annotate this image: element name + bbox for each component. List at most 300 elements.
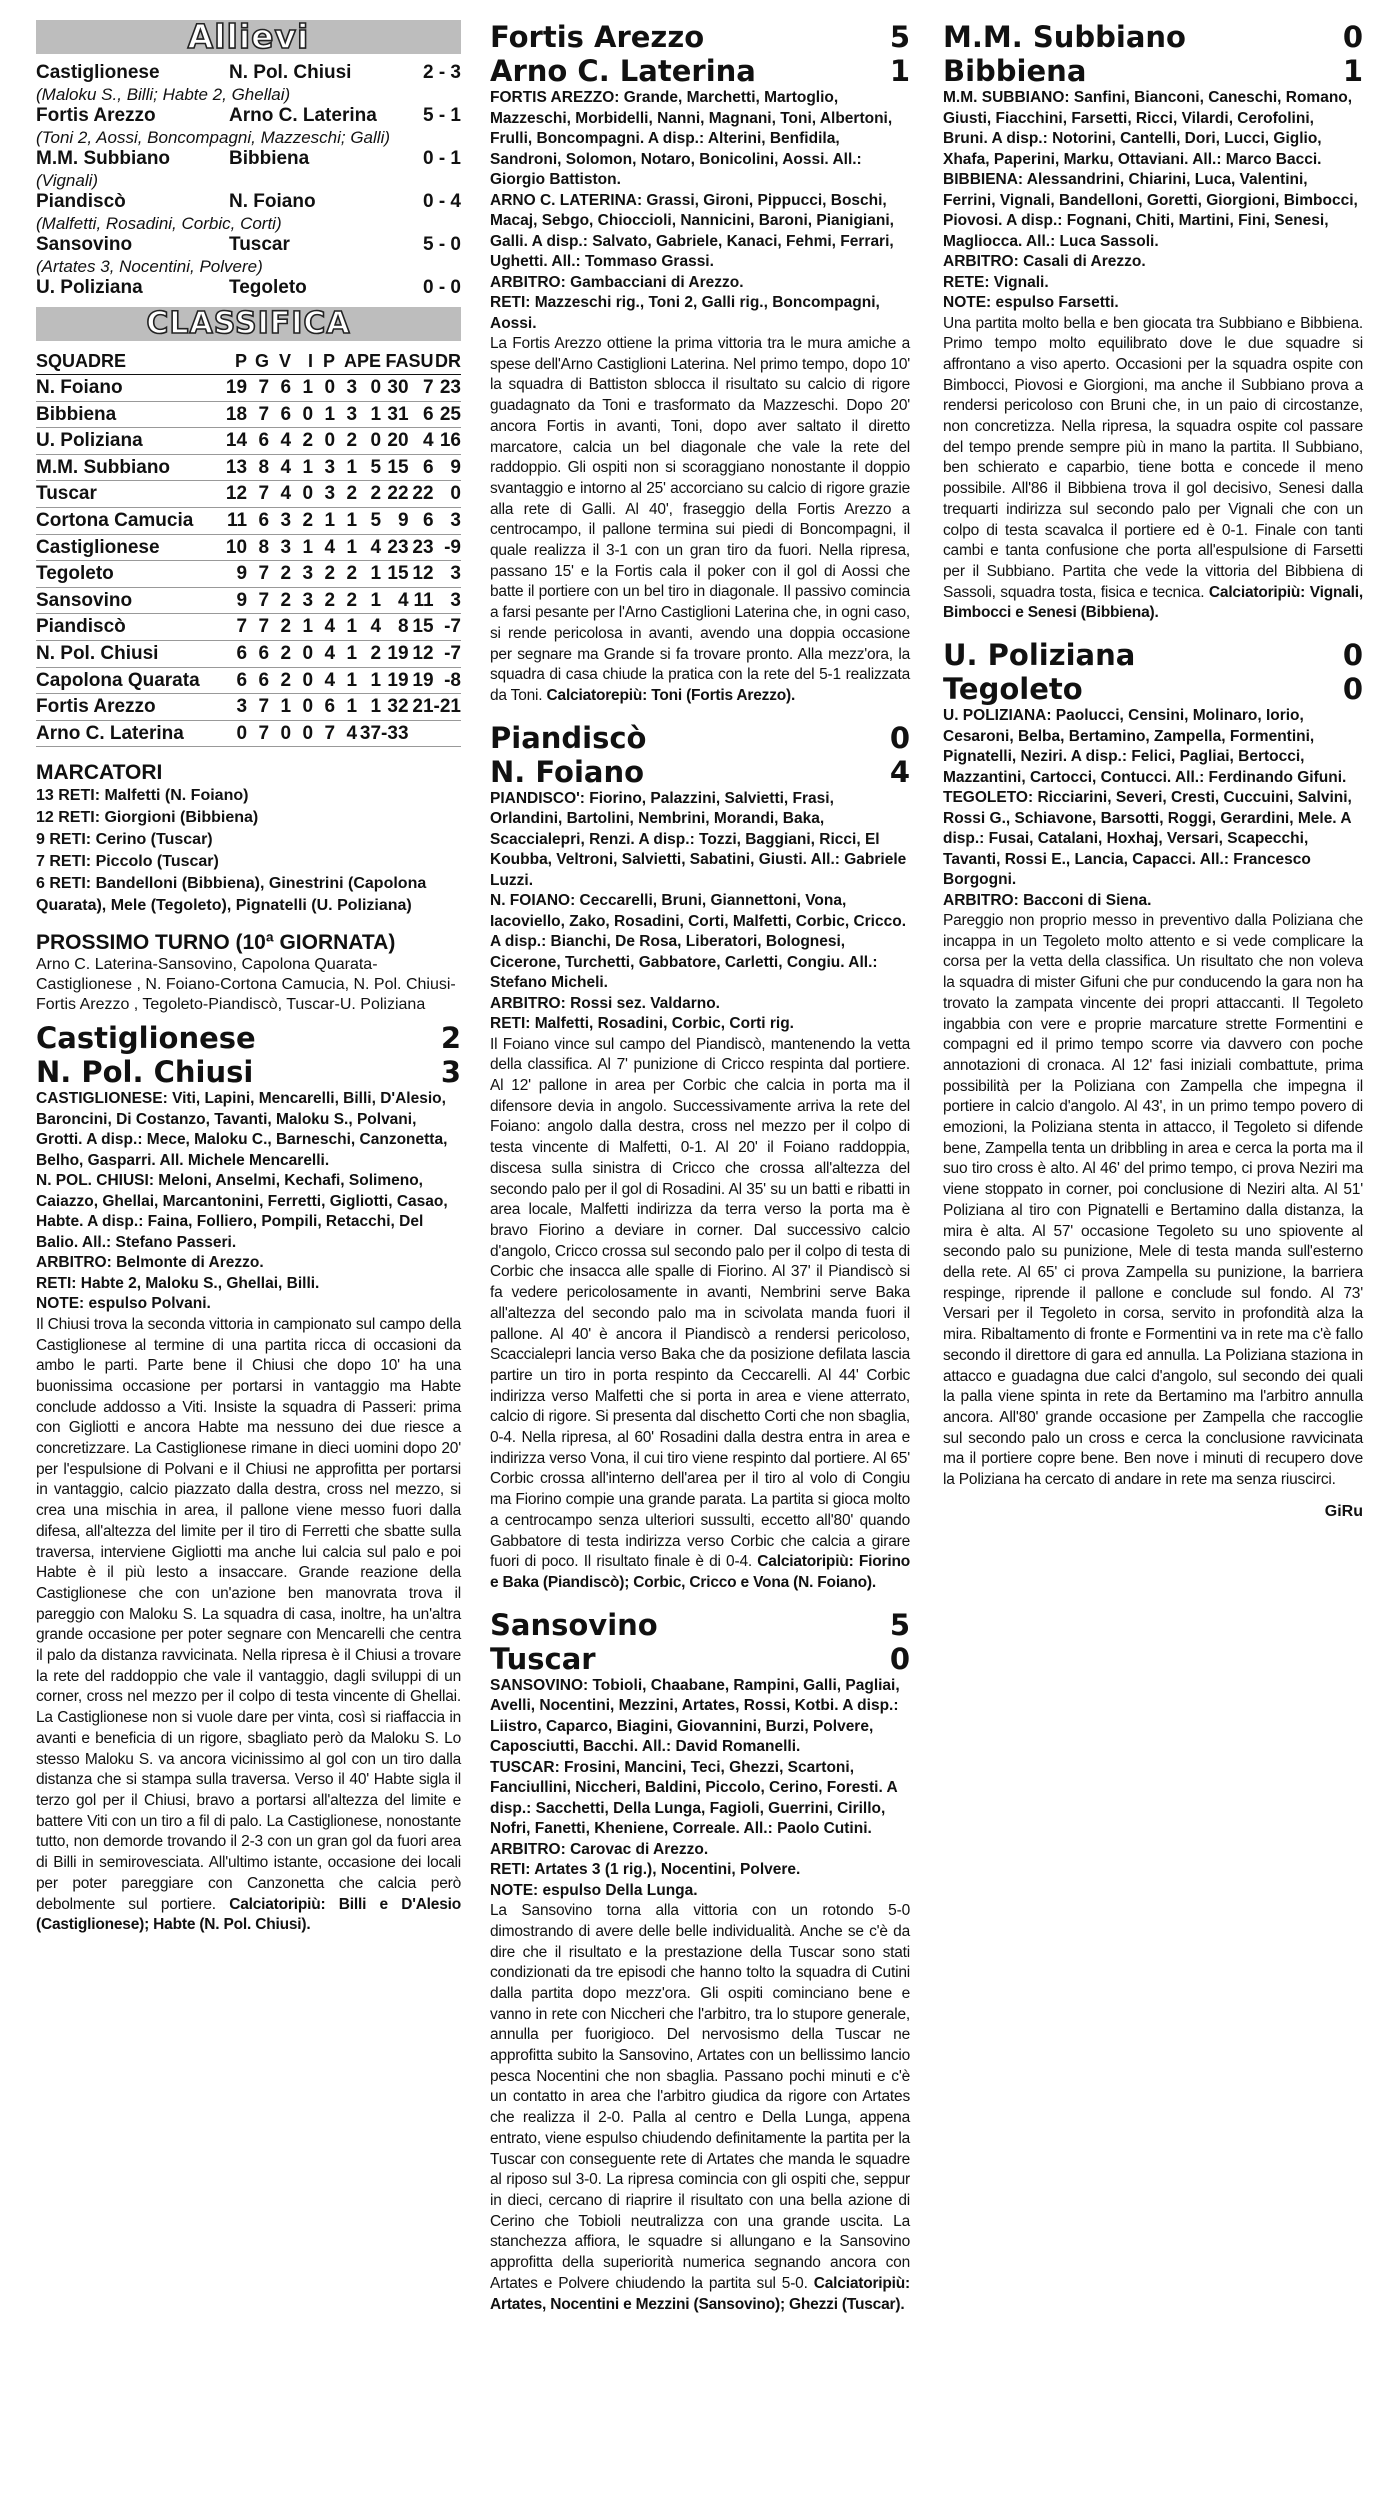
- result-score: 5 - 0: [422, 234, 461, 255]
- standings-cell: 0: [313, 428, 335, 455]
- classifica-header: CLASSIFICA: [146, 306, 351, 341]
- author-signature: GiRu: [1324, 1502, 1363, 1520]
- best-players: Toni (Fortis Arezzo).: [651, 686, 796, 704]
- goals: RETI: Malfetti, Rosadini, Corbic, Corti rig.: [490, 1015, 794, 1033]
- result-row: [36, 105, 461, 127]
- standings-cell: 1: [357, 401, 381, 428]
- standings-cell: 19: [225, 375, 247, 402]
- marcatori-line: 13 RETI: Malfetti (N. Foiano): [36, 787, 249, 805]
- standings-team: M.M. Subbiano: [36, 454, 225, 481]
- standings-cell: 2: [269, 667, 291, 694]
- home-team: U. Poliziana: [943, 638, 1136, 673]
- away-team-row: [943, 54, 1363, 88]
- standings-cell: 0: [291, 667, 313, 694]
- standings-cell: 3: [313, 481, 335, 508]
- result-scorers: (Toni 2, Aossi, Boncompagni, Mazzeschi; Galli): [36, 128, 391, 147]
- standings-cell: 19: [381, 667, 408, 694]
- away-team: Tegoleto: [943, 672, 1083, 707]
- standings-col-header: A: [335, 349, 357, 375]
- match-fortis: [490, 20, 910, 707]
- standings-cell: 5: [357, 507, 381, 534]
- standings-cell: 14: [225, 428, 247, 455]
- standings-row: [36, 587, 461, 614]
- standings-cell: 3: [335, 375, 357, 402]
- standings-row: [36, 614, 461, 641]
- standings-cell: -33: [381, 720, 408, 747]
- standings-col-header: SQUADRE: [36, 349, 225, 375]
- match-report: [490, 1901, 910, 2315]
- standings-cell: 7: [247, 481, 269, 508]
- column-right: [943, 20, 1363, 1535]
- goals: RETI: Artates 3 (1 rig.), Nocentini, Polvere.: [490, 1861, 801, 1879]
- home-team: Fortis Arezzo: [490, 20, 705, 54]
- report-text: La Fortis Arezzo ottiene la prima vittoria tra le mura amiche a spese dell'Arno Castiglioni Laterina. Nel primo tempo, dopo 10' la squadra di Battiston sblocca il risultato su calcio di rigore guadagnato da Toni e trasformato da Mazzeschi. Dopo 20' ancora Fortis in avanti, Toni, dopo aver saltato il diretto marcatore, calcia un bel diagonale che vale la rete del raddoppio. Gli ospiti non si scoraggiano nonostante il doppio svantaggio e intorno al 25' accorciano su calcio di rigore grazie alla rete di Galli. Al 40', fraseggio della Fortis Arezzo a centrocampo, il pallone termina sui piedi di Boncompagni, il quale realizza il 3-1 con un gran tiro da fuori. Nella ripresa, passano 15' e la Fortis cala il poker con il gol di Aossi che batte il portiere con un bel tiro in diagonale. Il passivo comincia a farsi pesante per l'Arno Castiglioni Laterina che, in ogni caso, si rende pericolosa in avanti, avendo una doppia occasione per segnare ma Grande si fa trovare pronto. Alla mezz'ora, la squadra di casa chiude la pratica con la rete del 5-1 realizzata da Toni.: [490, 335, 910, 704]
- results-list: [36, 62, 461, 299]
- standings-header-row: [36, 349, 461, 375]
- standings-team: Tuscar: [36, 481, 225, 508]
- standings-col-header: P: [313, 349, 335, 375]
- standings-cell: 0: [313, 375, 335, 402]
- best-players: Artates, Nocentini e Mezzini (Sansovino); Ghezzi (Tuscar).: [490, 2295, 905, 2313]
- standings-cell: 1: [335, 614, 357, 641]
- standings-cell: 1: [357, 694, 381, 721]
- standings-cell: 4: [269, 428, 291, 455]
- away-team-row: [490, 1642, 910, 1676]
- goals: RETI: Mazzeschi rig., Toni 2, Galli rig., Boncompagni, Aossi.: [490, 294, 880, 332]
- standings-row: [36, 401, 461, 428]
- standings-cell: -8: [434, 667, 461, 694]
- standings-cell: 2: [335, 428, 357, 455]
- marcatori-line: 7 RETI: Piccolo (Tuscar): [36, 853, 219, 871]
- match-report: [943, 314, 1363, 625]
- report-text: La Sansovino torna alla vittoria con un rotondo 5-0 dimostrando di avere delle belle individualità. Anche se c'è da dire che il risultato e la prestazione della Tuscar sono stati condizionati da tre episodi che hanno tolto la squadra di Cutini dalla partita dopo mezz'ora. Gli ospiti cominciano bene e vanno in rete con Niccheri che l'arbitro, tra lo stupore generale, annulla per fuorigioco. Del nervosismo della Tuscar ne approfitta subito la Sansovino, Artates con un bellissimo lancio pesca Nocentini che non sbaglia. Passano pochi minuti e c'è un contatto in area che l'arbitro giudica da rigore con Artates che realizza il 2-0. Palla al centro e Della Lunga, appena entrato, viene espulso chiudendo definitamente la partita per la Tuscar con conseguente rete di Artates che manda le squadre al riposo sul 3-0. La ripresa comincia con gli ospiti che, seppur in dieci, cercano di riaprire il risultato con una bella azione di Cerino che Tobioli neutralizza con una grande uscita. La stanchezza affiora, le squadre si allungano e la Sansovino approfitta della superiorità numerica segnando ancora con Artates e Polvere chiudendo la partita sul 5-0.: [490, 1902, 910, 2292]
- result-scorers: (Maloku S., Billi; Habte 2, Ghellai): [36, 85, 291, 104]
- standings-cell: 1: [291, 534, 313, 561]
- match-report: [490, 334, 910, 707]
- standings-cell: 2: [335, 481, 357, 508]
- standings-col-header: G: [247, 349, 269, 375]
- away-score: 0: [889, 1641, 910, 1676]
- standings-cell: 2: [269, 614, 291, 641]
- result-away: Tuscar: [229, 234, 290, 255]
- home-team-row: [36, 1021, 461, 1055]
- standings-cell: 11: [409, 587, 434, 614]
- standings-cell: 8: [247, 534, 269, 561]
- best-players: Fiorino e Baka (Piandiscò); Corbic, Cricco e Vona (N. Foiano).: [490, 1553, 910, 1591]
- standings-cell: 23: [381, 534, 408, 561]
- standings-cell: 15: [409, 614, 434, 641]
- lineup-home: SANSOVINO: Tobioli, Chaabane, Rampini, Galli, Pagliai, Avelli, Nocentini, Mezzini, Artates, Rossi, Kotbi. A disp.: Liistro, Caparco, Biagini, Giovannini, Burzi, Polvere, Caposciutti, Bacchi. All.: David Romanelli.: [490, 1676, 900, 1756]
- standings-cell: -21: [434, 694, 461, 721]
- away-team: Arno C. Laterina: [490, 54, 756, 88]
- notes: NOTE: espulso Farsetti.: [943, 294, 1119, 311]
- standings-cell: 6: [313, 694, 335, 721]
- standings-cell: 1: [335, 640, 357, 667]
- home-score: 0: [1342, 638, 1363, 673]
- standings-cell: 31: [381, 401, 408, 428]
- standings-cell: 6: [409, 507, 434, 534]
- home-team-row: [943, 20, 1363, 54]
- home-score: 0: [1342, 20, 1363, 54]
- standings-team: Arno C. Laterina: [36, 720, 225, 747]
- standings-cell: 8: [247, 454, 269, 481]
- standings-cell: 19: [381, 640, 408, 667]
- standings-cell: 9: [225, 587, 247, 614]
- home-team-row: [490, 721, 910, 755]
- standings-cell: 3: [335, 401, 357, 428]
- column-middle: [490, 20, 910, 2329]
- column-left: [36, 17, 462, 1950]
- match-castiglionese: [36, 1021, 461, 1936]
- standings-cell: 0: [357, 428, 381, 455]
- standings-cell: 3: [313, 454, 335, 481]
- standings-cell: 15: [381, 454, 408, 481]
- match-sansovino: [490, 1608, 910, 2316]
- referee: ARBITRO: Bacconi di Siena.: [943, 891, 1152, 909]
- standings-cell: 3: [269, 507, 291, 534]
- standings-cell: 2: [269, 561, 291, 588]
- lineup-away: BIBBIENA: Alessandrini, Chiarini, Luca, Valentini, Ferrini, Vignali, Bandelloni, Goretti, Giorgioni, Bimbocci, Piovosi. A disp.: Fognani, Chiti, Martini, Fini, Senesi, Magliocca. All.: Luca Sassoli.: [943, 171, 1358, 250]
- home-team: M.M. Subbiano: [943, 20, 1186, 54]
- standings-table: [36, 349, 461, 747]
- standings-cell: 1: [335, 454, 357, 481]
- lineup-away: TUSCAR: Frosini, Mancini, Teci, Ghezzi, Scartoni, Fanciullini, Niccheri, Baldini, Piccolo, Cerino, Foresti. A disp.: Sacchetti, Della Lunga, Fagioli, Guerrini, Cirillo, Nofri, Fanetti, Kheniene, Correale. All.: Paolo Cutini.: [490, 1758, 898, 1838]
- best-players: Billi e D'Alesio (Castiglionese); Habte (N. Pol. Chiusi).: [36, 1895, 462, 1934]
- result-home: U. Poliziana: [36, 277, 143, 298]
- standings-cell: 7: [247, 401, 269, 428]
- standings-cell: 2: [313, 561, 335, 588]
- home-team: Castiglionese: [36, 1021, 256, 1056]
- referee: ARBITRO: Belmonte di Arezzo.: [36, 1254, 264, 1272]
- classifica-banner: [36, 307, 461, 341]
- standings-cell: 6: [247, 428, 269, 455]
- lineup-home: FORTIS AREZZO: Grande, Marchetti, Martoglio, Mazzeschi, Morbidelli, Nanni, Magnani, Toni, Albertoni, Frulli, Boncompagni. A disp.: Alterini, Benfidila, Sandroni, Solomon, Notaro, Bonicolini, Aossi. All.: Giorgio Battiston.: [490, 89, 893, 188]
- standings-cell: 3: [434, 561, 461, 588]
- standings-cell: 7: [247, 587, 269, 614]
- standings-col-header: PE: [357, 349, 381, 375]
- standings-cell: 4: [313, 667, 335, 694]
- notes: NOTE: espulso Polvani.: [36, 1295, 211, 1313]
- standings-cell: 9: [225, 561, 247, 588]
- match-piandisco: [490, 721, 910, 1594]
- standings-cell: 7: [247, 694, 269, 721]
- home-team: Sansovino: [490, 1607, 658, 1642]
- standings-team: N. Foiano: [36, 375, 225, 402]
- allievi-header: Allievi: [187, 17, 310, 56]
- away-team: N. Pol. Chiusi: [36, 1055, 254, 1090]
- standings-cell: 0: [291, 481, 313, 508]
- standings-cell: 6: [269, 401, 291, 428]
- away-team: Bibbiena: [943, 54, 1087, 88]
- standings-cell: -7: [434, 614, 461, 641]
- away-score: 0: [1342, 672, 1363, 707]
- away-score: 1: [889, 54, 910, 88]
- standings-cell: 12: [409, 561, 434, 588]
- standings-team: Castiglionese: [36, 534, 225, 561]
- standings-row: [36, 507, 461, 534]
- result-score: 0 - 1: [422, 148, 461, 169]
- standings-cell: 0: [291, 694, 313, 721]
- result-score: 0 - 0: [422, 277, 461, 298]
- best-label: Calciatoripiù:: [229, 1895, 326, 1913]
- standings-cell: 0: [291, 720, 313, 747]
- lineup-home: U. POLIZIANA: Paolucci, Censini, Molinaro, Iorio, Cesaroni, Belba, Bertamino, Zampella, Formentini, Pignatelli, Neziri. A disp.: Felici, Pagliai, Bertocci, Mazzantini, Cartocci, Contucci. All.: Ferdinando Gifuni.: [943, 707, 1347, 786]
- standings-cell: 6: [247, 507, 269, 534]
- standings-col-header: FA: [381, 349, 408, 375]
- home-score: 5: [889, 20, 910, 54]
- standings-cell: 9: [434, 454, 461, 481]
- standings-cell: 0: [291, 640, 313, 667]
- prossimo-text: Arno C. Laterina-Sansovino, Capolona Quarata-Castiglionese , N. Foiano-Cortona Camucia, N. Pol. Chiusi-Fortis Arezzo , Tegoleto-Piandiscò, Tuscar-U. Poliziana: [36, 956, 456, 1014]
- standings-team: Tegoleto: [36, 561, 225, 588]
- standings-cell: 7: [247, 561, 269, 588]
- standings-team: N. Pol. Chiusi: [36, 640, 225, 667]
- standings-row: [36, 428, 461, 455]
- standings-cell: 18: [225, 401, 247, 428]
- standings-cell: 3: [291, 587, 313, 614]
- match-report: [490, 1035, 910, 1594]
- standings-cell: 7: [409, 375, 434, 402]
- marcatori-header: MARCATORI: [36, 761, 163, 785]
- standings-cell: 4: [269, 454, 291, 481]
- standings-cell: 3: [434, 507, 461, 534]
- result-away: N. Pol. Chiusi: [229, 62, 352, 83]
- standings-cell: 2: [313, 587, 335, 614]
- home-score: 5: [889, 1607, 910, 1642]
- standings-cell: 1: [269, 694, 291, 721]
- standings-cell: 3: [291, 561, 313, 588]
- standings-cell: 4: [313, 614, 335, 641]
- standings-cell: 7: [313, 720, 335, 747]
- standings-cell: 1: [291, 454, 313, 481]
- standings-cell: 2: [335, 561, 357, 588]
- standings-row: [36, 481, 461, 508]
- result-row: [36, 62, 461, 84]
- standings-cell: 2: [357, 481, 381, 508]
- result-scorers: (Artates 3, Nocentini, Polvere): [36, 257, 263, 276]
- standings-team: Capolona Quarata: [36, 667, 225, 694]
- standings-cell: 1: [291, 614, 313, 641]
- standings-cell: 16: [434, 428, 461, 455]
- standings-cell: 19: [409, 667, 434, 694]
- standings-row: [36, 640, 461, 667]
- standings-row: [36, 534, 461, 561]
- best-label: Calciatoripiù:: [1208, 583, 1306, 601]
- result-home: Sansovino: [36, 234, 133, 255]
- referee: ARBITRO: Casali di Arezzo.: [943, 253, 1146, 270]
- match-report: [36, 1315, 461, 1936]
- standings-cell: 30: [381, 375, 408, 402]
- standings-cell: 2: [335, 587, 357, 614]
- result-home: Fortis Arezzo: [36, 105, 156, 126]
- standings-row: [36, 720, 461, 747]
- standings-cell: 0: [434, 481, 461, 508]
- standings-cell: 25: [434, 401, 461, 428]
- away-score: 1: [1342, 54, 1363, 88]
- standings-cell: 0: [225, 720, 247, 747]
- best-label: Calciatoripiù:: [813, 2274, 911, 2292]
- home-team: Piandiscò: [490, 720, 647, 755]
- standings-cell: 0: [269, 720, 291, 747]
- report-text: Una partita molto bella e ben giocata tra Subbiano e Bibbiena. Primo tempo molto equilibrato dove le due squadre si affrontano a viso aperto. Occasioni per la squadra ospite con Bimbocci, Piovosi e Giorgioni, ma anche il Subbiano prova a rendersi pericoloso con Bruni che, in un paio di circostanze, non concretizza. Nella ripresa, la squadra ospite col passare del tempo prende sempre più in mano la partita. Il Subbiano, ben schierato e caparbio, tiene botta e concede il meno possibile. All'86 il Bibbiena trova il gol decisivo, Senesi dalla trequarti indirizza sul secondo palo per Vignali che con un colpo di testa scavalca il portiere ed è 0-1. Finale con tanti cambi e tanta confusione che porta all'espulsione di Farsetti per il Subbiano. Partita che vede la vittoria del Bibbiena di Sassoli, squadra tosta, fisica e tecnica.: [943, 314, 1363, 601]
- best-players: Vignali, Bimbocci e Senesi (Bibbiena).: [943, 583, 1363, 622]
- standings-cell: 7: [247, 720, 269, 747]
- standings-cell: 6: [247, 640, 269, 667]
- standings-cell: 12: [225, 481, 247, 508]
- result-away: N. Foiano: [229, 191, 316, 212]
- away-team-row: [490, 54, 910, 88]
- prossimo-header: PROSSIMO TURNO (10ª GIORNATA): [36, 931, 396, 955]
- standings-cell: 5: [357, 454, 381, 481]
- standings-cell: 7: [247, 614, 269, 641]
- allievi-banner: [36, 17, 461, 56]
- standings-cell: 4: [269, 481, 291, 508]
- away-team-row: [490, 755, 910, 789]
- standings-cell: 11: [225, 507, 247, 534]
- standings-cell: 6: [247, 667, 269, 694]
- result-row: [36, 191, 461, 213]
- standings-cell: 10: [225, 534, 247, 561]
- standings-cell: 2: [269, 640, 291, 667]
- result-row: [36, 234, 461, 256]
- standings-team: U. Poliziana: [36, 428, 225, 455]
- match-subbiano: [943, 20, 1363, 624]
- referee: ARBITRO: Rossi sez. Valdarno.: [490, 994, 720, 1012]
- away-team: N. Foiano: [490, 754, 645, 789]
- standings-cell: 1: [291, 375, 313, 402]
- result-score: 5 - 1: [422, 105, 461, 126]
- home-score: 0: [889, 720, 910, 755]
- lineup-away: ARNO C. LATERINA: Grassi, Gironi, Pippucci, Boschi, Macaj, Sebgo, Chioccioli, Nannicini, Baroni, Pianigiani, Galli. A disp.: Salvato, Gabriele, Kanaci, Fehmi, Ferrari, Ughetti. All.: Tommaso Grassi.: [490, 191, 894, 270]
- standings-cell: 0: [357, 375, 381, 402]
- standings-cell: 4: [313, 534, 335, 561]
- standings-cell: 2: [291, 428, 313, 455]
- standings-cell: 4: [357, 614, 381, 641]
- lineup-away: N. FOIANO: Ceccarelli, Bruni, Giannettoni, Vona, Iacoviello, Zako, Rosadini, Corti, Malfetti, Corbic, Cricco. A disp.: Bianchi, De Rosa, Liberatori, Bolognesi, Cicerone, Turchetti, Gabbatore, Carletti, Congiu. All.: Stefano Micheli.: [490, 892, 906, 992]
- standings-cell: 6: [225, 667, 247, 694]
- match-poliziana: [943, 638, 1363, 1521]
- result-away: Tegoleto: [229, 277, 307, 298]
- standings-cell: -7: [434, 640, 461, 667]
- standings-cell: 3: [269, 534, 291, 561]
- marcatori-line: 12 RETI: Giorgioni (Bibbiena): [36, 809, 259, 827]
- standings-cell: 6: [409, 401, 434, 428]
- standings-cell: 1: [335, 507, 357, 534]
- standings-cell: 8: [381, 614, 408, 641]
- best-label: Calciatoripiù:: [757, 1553, 854, 1571]
- standings-cell: 15: [381, 561, 408, 588]
- lineup-home: CASTIGLIONESE: Viti, Lapini, Mencarelli, Billi, D'Alesio, Baroncini, Di Costanzo, Tavanti, Maloku S., Polvani, Grotti. A disp.: Mece, Maloku C., Barneschi, Canzonetta, Belho, Gasparri. All. Michele Mencarelli.: [36, 1090, 448, 1169]
- standings-cell: [409, 720, 434, 747]
- standings-cell: 23: [434, 375, 461, 402]
- referee: ARBITRO: Carovac di Arezzo.: [490, 1840, 709, 1858]
- standings-cell: 6: [269, 375, 291, 402]
- standings-cell: [434, 720, 461, 747]
- standings-team: Cortona Camucia: [36, 507, 225, 534]
- standings-col-header: V: [269, 349, 291, 375]
- standings-cell: 6: [409, 454, 434, 481]
- away-score: 3: [440, 1055, 461, 1090]
- standings-col-header: P: [225, 349, 247, 375]
- away-score: 4: [889, 754, 910, 789]
- standings-row: [36, 561, 461, 588]
- standings-cell: 0: [291, 401, 313, 428]
- home-score: 2: [440, 1021, 461, 1056]
- result-home: Castiglionese: [36, 62, 160, 83]
- standings-team: Sansovino: [36, 587, 225, 614]
- home-team-row: [490, 20, 910, 54]
- standings-cell: 23: [409, 534, 434, 561]
- standings-cell: 12: [409, 640, 434, 667]
- result-score: 2 - 3: [422, 62, 461, 83]
- standings-cell: 1: [357, 667, 381, 694]
- standings-team: Piandiscò: [36, 614, 225, 641]
- standings-cell: 4: [357, 534, 381, 561]
- standings-cell: 1: [313, 507, 335, 534]
- standings-cell: 1: [313, 401, 335, 428]
- goals: RETI: Habte 2, Maloku S., Ghellai, Billi.: [36, 1274, 320, 1292]
- standings-cell: 2: [291, 507, 313, 534]
- standings-col-header: I: [291, 349, 313, 375]
- report-text: Il Foiano vince sul campo del Piandiscò, mantenendo la vetta della classifica. Al 7' punizione di Cricco respinta dal portiere. Al 12' pallone in area per Corbic che calcia in porta ma il difensore devia in angolo. Successivamente arriva la rete del Foiano: angolo dalla destra, cross nel mezzo per il colpo di testa vincente di Malfetti, 0-1. Al 20' il Foiano raddoppia, discesa sulla sinistra di Cricco che crossa all'altezza del secondo palo per il gol di Rosadini. Al 35' su un batti e ribatti in area locale, Malfetti indirizza da terra verso la porta ma è bravo Fiorino a deviare in corner. Dal successivo calcio d'angolo, Cricco crossa sul secondo palo per il colpo di testa di Corbic che insacca alle spalle di Fiorino. Al 37' il Piandiscò si fa vedere pericolosamente in avanti, Nembrini serve Baka all'altezza del secondo palo ma in scivolata manda fuori il pallone. Al 40' è ancora il Piandiscò a rendersi pericoloso, Scaccialepri lancia verso Baka che da posizione defilata lascia partire un tiro in porta respinto da Ceccarelli. Al 44' Corbic indirizza verso Malfetti che si porta in area e viene atterrato, calcio di rigore. Si presenta dal dischetto Corti che non sbaglia, 0-4. Nella ripresa, al 60' Rosadini dalla destra entra in area e indirizza verso Vona, il cui tiro viene respinto dal portiere. Al 65' Corbic crossa all'interno dell'area per il tiro al volo di Congiu ma Fiorino compie una grande parata. La partita si gioca molto a centrocampo senza ulteriori sussulti, eccetto all'80' quando Gabbatore di testa indirizza verso Corbic che calcia a girare fuori di poco. Il risultato finale è di 0-4.: [490, 1035, 910, 1571]
- standings-cell: 2: [269, 587, 291, 614]
- standings-cell: 1: [335, 667, 357, 694]
- standings-cell: 1: [335, 534, 357, 561]
- standings-row: [36, 694, 461, 721]
- result-row: [36, 277, 461, 299]
- notes: NOTE: espulso Della Lunga.: [490, 1881, 698, 1899]
- home-team-row: [943, 638, 1363, 672]
- standings-cell: 3: [225, 694, 247, 721]
- standings-cell: 4: [335, 720, 357, 747]
- result-scorers: (Vignali): [36, 171, 99, 190]
- standings-cell: 2: [357, 640, 381, 667]
- result-away: Bibbiena: [229, 148, 310, 169]
- home-team-row: [490, 1608, 910, 1642]
- goals: RETE: Vignali.: [943, 273, 1049, 291]
- lineup-away: N. POL. CHIUSI: Meloni, Anselmi, Kechafi, Solimeno, Caiazzo, Ghellai, Marcantonini, Ferretti, Gigliotti, Casao, Habte. A disp.: Faina, Folliero, Pompili, Retacchi, Del Balio. All.: Stefano Passeri.: [36, 1172, 448, 1251]
- standings-cell: 22: [381, 481, 408, 508]
- standings-cell: 1: [357, 587, 381, 614]
- match-report: Pareggio non proprio messo in preventivo dalla Poliziana che incappa in un Tegoleto molto attento e si vede complicare la corsa per la vetta della classifica. Un risultato che non voleva la squadra di mister Gifuni che pur conducendo la gara non ha trovato la zampata vincente dei propri attaccanti. Il Tegoleto ingabbia con vere e proprie marcature strette Formentini e compagni ed il primo tempo scorre via davvero con poche annotazioni di cronaca. Al 12' fasi iniziali combattute, prima possibilità per la Poliziana con Zampella che impegna il portiere in calcio d'angolo. Al 43', in un primo tempo povero di emozioni, la Poliziana stenta in attacco, il Tegoleto si difende bene, Zampella tenta un dribbling in area e cerca la porta ma il suo tiro cross è alto. Al 46' del primo tempo, ci prova Neziri ma viene stoppato in corner, poi conclusione di Neziri alta. Al 51' Poliziana al tiro con Pignatelli e Bertamino dalla distanza, la mira è alta. Al 57' occasione Tegoleto su uno spiovente al secondo palo su punizione, Mele di testa manda sull'esterno della rete. Al 65' ci prova Zampella su punizione, la barriera respinge, riprende il pallone e conclude sul fondo. Al 73' Versari per il Tegoleto in corsa, servito in profondità alza la mira. Ribaltamento di fronte e Formentini va in rete ma c'è fallo secondo il direttore di gara ed annulla. La Poliziana staziona in attacco e guadagna due calci d'angolo, sul secondo dei quali la palla viene spinta in rete da Bertamino ma l'arbitro annulla ancora. All'80' grande occasione per Zampella che raccoglie sul secondo palo un cross e cerca la conclusione ravvicinata ma il portiere copre bene. Ben nove i minuti di recupero dove la Poliziana ha cercato di andare in rete ma senza riuscirci.: [943, 912, 1363, 1489]
- standings-col-header: DR: [434, 349, 461, 375]
- standings-cell: 7: [225, 614, 247, 641]
- lineup-home: PIANDISCO': Fiorino, Palazzini, Salvietti, Frasi, Orlandini, Bartolini, Nembrini, Morandi, Baka, Scaccialepri, Renzi. A disp.: Tozzi, Baggiani, Ricci, El Koubba, Veltroni, Salvietti, Sabatini, Giusti. All.: Gabriele Luzzi.: [490, 789, 907, 889]
- standings-cell: 13: [225, 454, 247, 481]
- result-scorers: (Malfetti, Rosadini, Corbic, Corti): [36, 214, 282, 233]
- standings-cell: 3: [434, 587, 461, 614]
- marcatori-line: 6 RETI: Bandelloni (Bibbiena), Ginestrini (Capolona Quarata), Mele (Tegoleto), Pignatelli (U. Poliziana): [36, 875, 427, 915]
- standings-team: Bibbiena: [36, 401, 225, 428]
- away-team-row: [943, 672, 1363, 706]
- marcatori-list: [36, 785, 461, 917]
- best-label: Calciatorepiù:: [546, 686, 648, 704]
- away-team-row: [36, 1055, 461, 1089]
- lineup-away: TEGOLETO: Ricciarini, Severi, Cresti, Cuccuini, Salvini, Rossi G., Schiavone, Barsotti, Roggi, Gerardini, Mele. A disp.: Fusai, Catalani, Hoxhaj, Versari, Scapecchi, Tavanti, Rossi E., Lancia, Capacci. All.: Francesco Borgogni.: [943, 789, 1352, 889]
- standings-col-header: SU: [409, 349, 434, 375]
- standings-cell: 1: [357, 561, 381, 588]
- report-text: Il Chiusi trova la seconda vittoria in campionato sul campo della Castiglionese al termine di una partita ricca di occasioni da ambo le parti. Parte bene il Chiusi che dopo 10' ha una buonissima occasione per portarsi in vantaggio ma Habte conclude addosso a Viti. Insiste la squadra di Passeri: prima con Gigliotti e ancora Habte ma nessuno dei due riesce a concretizzare. La Castiglionese rimane in dieci uomini dopo 20' per l'espulsione di Polvani e il Chiusi ne approfitta per portarsi in vantaggio, calcio piazzato dalla destra, cross nel mezzo, si crea una mischia in area, il pallone viene messo fuori dalla difesa, all'altezza del limite per il tiro di Ferretti che sbatte sulla traversa, interviene Gigliotti ma anche lui calcia sul palo e poi Habte è il più lesto a insaccare. Grande reazione della Castiglionese che con un'azione ben manovrata trova il pareggio con Maloku S. La squadra di casa, inoltre, ha un'altra grande occasione per poter segnare con Mencarelli che centra il palo da distanza ravvicinata. Nella ripresa è il Chiusi a trovare la rete del raddoppio che vale il vantaggio, dagli sviluppi di un corner, cross nel mezzo per il colpo di testa vincente di Ghellai. La Castiglionese non si vuole dare per vinta, così si riaffaccia in avanti e beneficia di un rigore, sbagliato però da Maloku S. Lo stesso Maloku S. va ancora vicinissimo al gol con un tiro dalla distanza che si stampa sulla traversa. Verso il 40' Habte sigla il terzo gol per il Chiusi, bravo a portarsi all'altezza del limite e battere Viti con un tiro a fil di palo. La Castiglionese, nonostante tutto, non demorde trovando il 2-3 con un gran gol da fuori area di Billi in semirovesciata. All'ultimo istante, occasione dei locali per poter pareggiare con Canzonetta che calcia però debolmente sul portiere.: [36, 1315, 461, 1913]
- standings-cell: 4: [313, 640, 335, 667]
- result-home: M.M. Subbiano: [36, 148, 171, 169]
- standings-cell: 20: [381, 428, 408, 455]
- result-score: 0 - 4: [422, 191, 461, 212]
- referee: ARBITRO: Gambacciani di Arezzo.: [490, 273, 744, 291]
- standings-cell: 37: [357, 720, 381, 747]
- standings-cell: 4: [409, 428, 434, 455]
- standings-row: [36, 454, 461, 481]
- marcatori-line: 9 RETI: Cerino (Tuscar): [36, 831, 213, 849]
